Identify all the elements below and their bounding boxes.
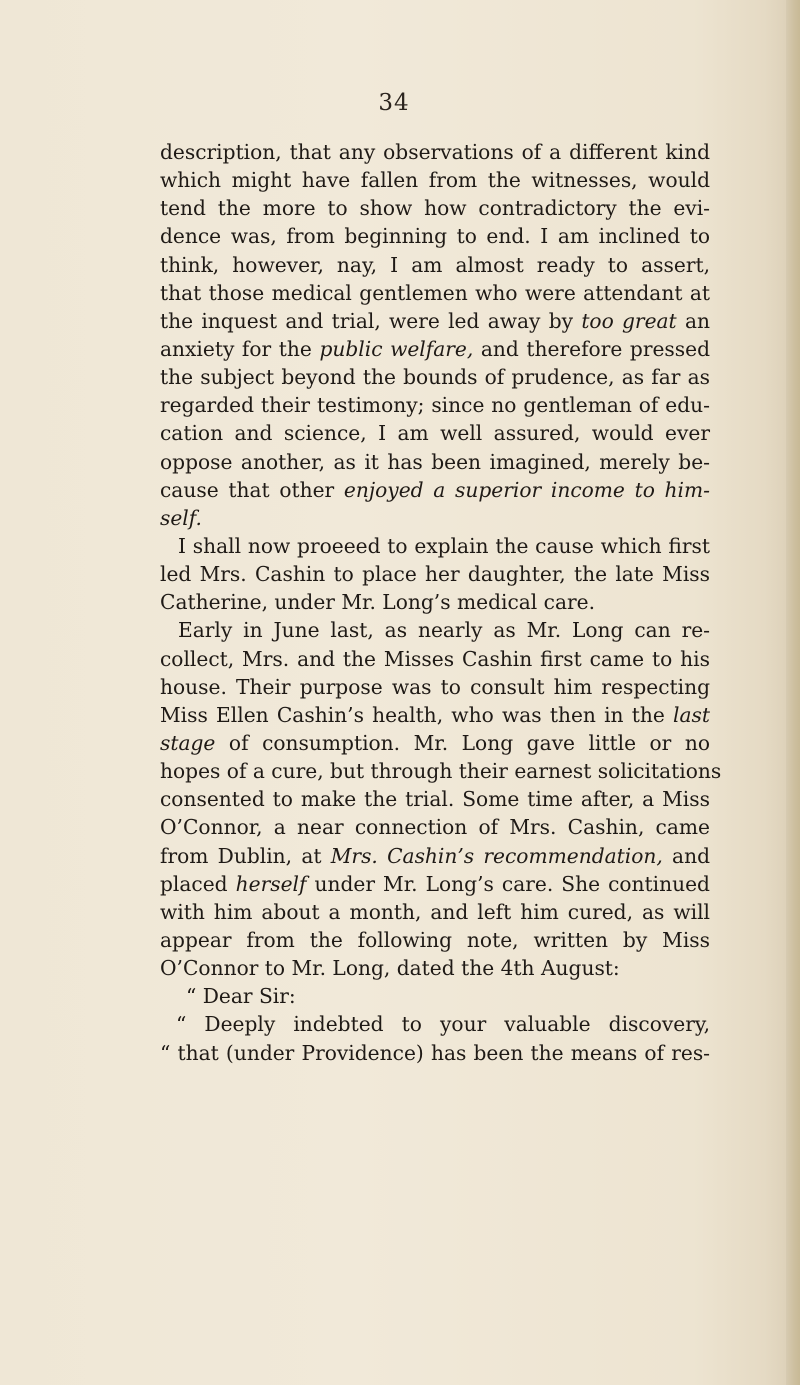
text-line: consented to make the trial. Some time after, a Miss [160, 787, 710, 812]
text-line: tend the more to show how contradictory the evi- [160, 196, 710, 221]
text-line [160, 504, 710, 532]
text-line: which might have fallen from the witnesses, would [160, 168, 710, 193]
italic-text: herself [235, 871, 307, 896]
text-line: regarded their testimony; since no gentleman of edu- [160, 393, 710, 418]
italic-text: too great [581, 308, 677, 333]
letter-text-line: “ Deeply indebted to your valuable discovery, [176, 1012, 710, 1037]
text-line: hopes of a cure, but through their earnest solicitations [160, 759, 722, 784]
page-edge [786, 0, 800, 1385]
text-line: the subject beyond the bounds of prudence, as far as [160, 365, 710, 390]
text-line: description, that any observations of a different kind [160, 140, 710, 164]
italic-text: last [673, 702, 711, 727]
text-line: house. Their purpose was to consult him respecting [160, 674, 710, 699]
text-line: cause that other enjoyed a superior income to him- [160, 477, 710, 502]
text-line: led Mrs. Cashin to place her daughter, the late Miss [160, 562, 710, 587]
text-line: that those medical gentlemen who were attendant at [160, 280, 710, 305]
italic-text: public welfare, [319, 336, 474, 361]
text-line: think, however, nay, I am almost ready to assert, [160, 252, 710, 277]
text-line: O’Connor to Mr. Long, dated the 4th August: [160, 956, 620, 981]
body-text [160, 138, 722, 1067]
text-line: Miss Ellen Cashin’s health, who was then in the last [160, 702, 711, 727]
text-line: cation and science, I am well assured, would ever [160, 421, 710, 446]
italic-text: enjoyed a superior income to him- [343, 477, 710, 502]
text-line: appear from the following note, written by Miss [160, 927, 710, 952]
page-number: 34 [378, 90, 410, 116]
text-line: dence was, from beginning to end. I am inclined to [160, 224, 710, 249]
text-line: anxiety for the public welfare, and therefore pressed [160, 336, 711, 361]
paragraph-start-line: I shall now proeeed to explain the cause which first [178, 533, 710, 558]
paragraph-start-line: Early in June last, as nearly as Mr. Long can re- [178, 618, 710, 643]
text-line: the inquest and trial, were led away by too great an [160, 308, 710, 333]
text-line: O’Connor, a near connection of Mrs. Cashin, came [160, 815, 710, 840]
text-line: oppose another, as it has been imagined, merely be- [160, 449, 710, 474]
letter-text-line: “ that (under Providence) has been the means of res- [160, 1040, 710, 1065]
italic-text: self. [160, 505, 202, 530]
text-line: with him about a month, and left him cured, as will [160, 899, 710, 924]
text-line: collect, Mrs. and the Misses Cashin first came to his [160, 646, 710, 671]
italic-text: stage [160, 730, 216, 755]
text-line: Catherine, under Mr. Long’s medical care. [160, 590, 596, 615]
text-line: stage of consumption. Mr. Long gave little or no [160, 730, 711, 755]
italic-text: Mrs. Cashin’s recommendation, [330, 843, 663, 868]
text-line: placed herself under Mr. Long’s care. She continued [160, 871, 710, 896]
letter-salutation: “ Dear Sir: [186, 984, 296, 1009]
text-line: from Dublin, at Mrs. Cashin’s recommendation, and [160, 843, 711, 868]
